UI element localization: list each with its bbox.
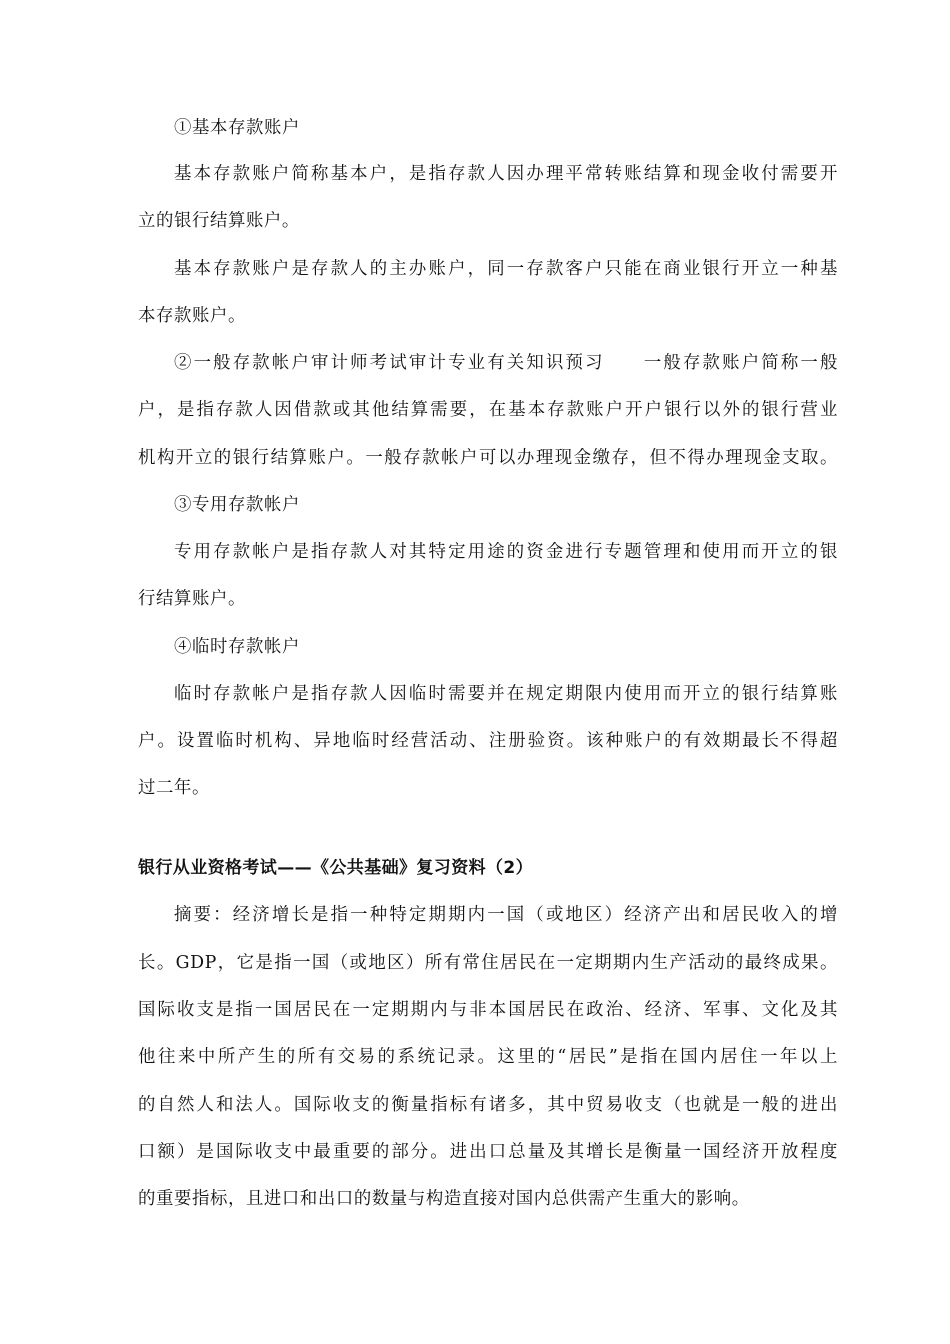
basic-account-title: ①基本存款账户: [174, 118, 300, 138]
basic-account-paragraph-2-line-2: 本存款账户。: [138, 306, 246, 326]
summary-line-7: 的重要指标，且进口和出口的数量与构造直接对国内总供需产生重大的影响。: [138, 1189, 750, 1209]
basic-account-paragraph-1-line-1: 基本存款账户简称基本户，是指存款人因办理平常转账结算和现金收付需要开: [174, 164, 838, 184]
special-account-line-2: 行结算账户。: [138, 589, 246, 609]
section-heading: 银行从业资格考试——《公共基础》复习资料（2）: [138, 858, 534, 878]
basic-account-paragraph-1-line-2: 立的银行结算账户。: [138, 211, 300, 231]
summary-line-1: 摘要：经济增长是指一种特定期期内一国（或地区）经济产出和居民收入的增: [174, 905, 838, 925]
general-account-line-1: ②一般存款帐户审计师考试审计专业有关知识预习 一般存款账户简称一般: [174, 353, 838, 373]
temporary-account-line-2: 户。设置临时机构、异地临时经营活动、注册验资。该种账户的有效期最长不得超: [138, 731, 838, 751]
summary-line-5: 的自然人和法人。国际收支的衡量指标有诸多，其中贸易收支（也就是一般的进出: [138, 1095, 838, 1115]
special-account-line-1: 专用存款帐户是指存款人对其特定用途的资金进行专题管理和使用而开立的银: [174, 542, 838, 562]
general-account-line-3: 机构开立的银行结算账户。一般存款帐户可以办理现金缴存，但不得办理现金支取。: [138, 448, 838, 468]
temporary-account-line-1: 临时存款帐户是指存款人因临时需要并在规定期限内使用而开立的银行结算账: [174, 684, 838, 704]
temporary-account-line-3: 过二年。: [138, 778, 210, 798]
general-account-line-2: 户，是指存款人因借款或其他结算需要，在基本存款账户开户银行以外的银行营业: [138, 400, 838, 420]
special-account-title: ③专用存款帐户: [174, 495, 300, 515]
temporary-account-title: ④临时存款帐户: [174, 637, 300, 657]
summary-line-3: 国际收支是指一国居民在一定期期内与非本国居民在政治、经济、军事、文化及其: [138, 1000, 838, 1020]
basic-account-paragraph-2-line-1: 基本存款账户是存款人的主办账户，同一存款客户只能在商业银行开立一种基: [174, 259, 838, 279]
summary-line-4: 他往来中所产生的所有交易的系统记录。这里的“居民”是指在国内居住一年以上: [138, 1047, 838, 1067]
summary-line-6: 口额）是国际收支中最重要的部分。进出口总量及其增长是衡量一国经济开放程度: [138, 1142, 838, 1162]
summary-line-2: 长。GDP，它是指一国（或地区）所有常住居民在一定期期内生产活动的最终成果。: [138, 953, 838, 973]
